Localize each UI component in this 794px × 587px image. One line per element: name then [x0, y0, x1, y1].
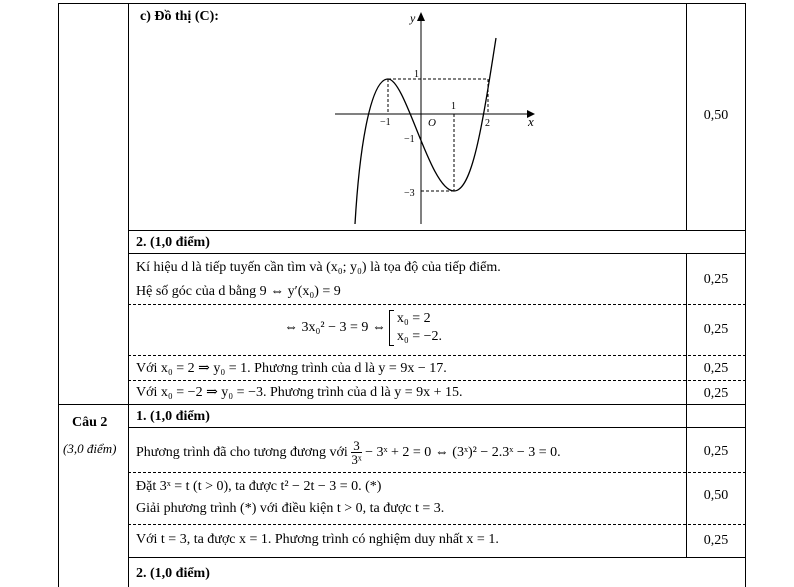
row-divider-dashed	[128, 304, 746, 305]
score-cau2-3: 0,25	[703, 533, 729, 548]
row-divider-dashed	[128, 472, 746, 473]
cau2-line2: Đặt 3ˣ = t (t > 0), ta được t² − 2t − 3 = 0. (*)	[136, 479, 382, 494]
table-left-border	[58, 3, 59, 587]
cau2-heading-2: 2. (1,0 điểm)	[136, 566, 210, 581]
score-part2-1: 0,25	[703, 272, 729, 287]
tick-label: −1	[404, 134, 415, 145]
cau2-line3: Giải phương trình (*) với điều kiện t > 0, ta được t = 3.	[136, 501, 445, 516]
tick-label: 2	[485, 118, 490, 129]
cau2-line1	[136, 436, 561, 470]
row-divider	[58, 404, 746, 405]
row-divider-dashed	[128, 380, 746, 381]
y-axis-arrow	[417, 12, 425, 21]
cau2-heading: 1. (1,0 điểm)	[136, 409, 210, 424]
cubic-curve	[355, 38, 496, 224]
score-graph: 0,50	[703, 108, 729, 123]
row-divider	[128, 427, 746, 428]
tick-label: 1	[451, 101, 456, 112]
score-part2-4: 0,25	[703, 386, 729, 401]
score-cau2-2: 0,50	[703, 488, 729, 503]
axis-label-y: y	[410, 11, 416, 25]
score-cau2-1: 0,25	[703, 444, 729, 459]
cau2-line1-equation: − 3ˣ + 2 = 0 ⇔ (3ˣ)² − 2.3ˣ − 3 = 0.	[365, 445, 561, 460]
row-divider	[128, 253, 746, 254]
table-top-border	[58, 3, 746, 4]
fraction-denominator: 3ˣ	[351, 452, 362, 468]
function-graph	[330, 8, 540, 226]
fraction-numerator: 3	[353, 438, 360, 454]
tick-label: −1	[380, 117, 391, 128]
origin-label: O	[428, 117, 436, 129]
equation-case-1: x₀ = 2	[396, 311, 431, 326]
tick-label: 1	[414, 69, 419, 80]
part2-line1: Kí hiệu d là tiếp tuyến cần tìm và (x₀; y₀) là tọa độ của tiếp điểm.	[136, 260, 501, 275]
part2-line2: Hệ số góc của d bằng 9 ⇔ y′(x₀) = 9	[136, 284, 341, 299]
tick-label: −3	[404, 188, 415, 199]
question-label: Câu 2	[72, 415, 108, 430]
cau2-line1-text: Phương trình đã cho tương đương với	[136, 445, 348, 460]
part2-line3: Với x₀ = 2 ⇒ y₀ = 1. Phương trình của d là y = 9x − 17.	[136, 361, 447, 376]
graph-heading: c) Đồ thị (C):	[140, 9, 219, 24]
question-points: (3,0 điểm)	[63, 441, 117, 456]
fraction	[351, 439, 361, 466]
part2-equation	[284, 310, 442, 346]
score-part2-2: 0,25	[703, 322, 729, 337]
score-col-divider	[686, 253, 687, 558]
cau2-line4: Với t = 3, ta được x = 1. Phương trình có nghiệm duy nhất x = 1.	[136, 532, 499, 547]
equation-case-2: x₀ = −2.	[396, 329, 443, 344]
axis-label-x: x	[528, 114, 534, 129]
row-divider-dashed	[128, 524, 746, 525]
part2-heading: 2. (1,0 điểm)	[136, 235, 210, 250]
part2-line4: Với x₀ = −2 ⇒ y₀ = −3. Phương trình của d là y = 9x + 15.	[136, 385, 463, 400]
score-part2-3: 0,25	[703, 361, 729, 376]
equation-left: ⇔ 3x₀² − 3 = 9 ⇔	[284, 320, 386, 335]
row-divider	[128, 557, 746, 558]
row-divider	[128, 230, 746, 231]
table-col-divider	[128, 3, 129, 587]
row-divider-dashed	[128, 355, 746, 356]
case-bracket	[389, 310, 394, 346]
